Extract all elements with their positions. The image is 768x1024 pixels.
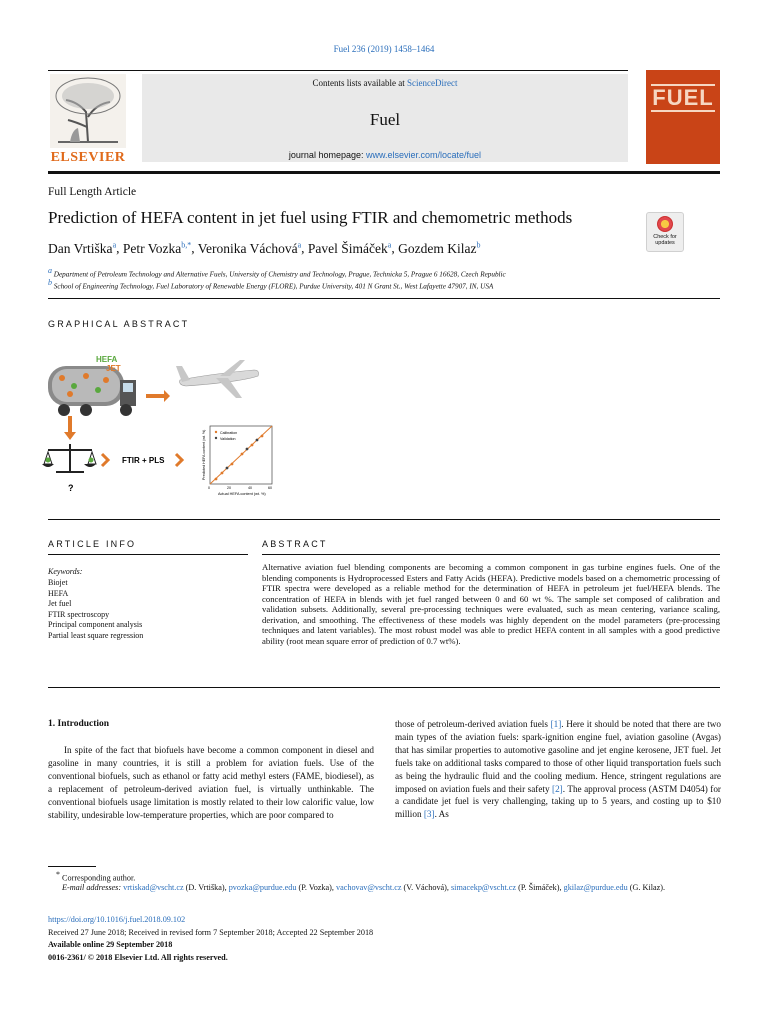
section-rule bbox=[48, 554, 248, 555]
x-tick-label: 0 bbox=[208, 486, 210, 490]
citation-link[interactable]: [2] bbox=[552, 783, 563, 794]
author[interactable]: Pavel Šimáček$^a$ bbox=[307, 240, 392, 256]
email-label: E-mail addresses: bbox=[62, 883, 122, 892]
author[interactable]: Dan Vrtiška$^a$ bbox=[48, 240, 117, 256]
journal-banner bbox=[142, 74, 628, 162]
doi-link[interactable]: https://doi.org/10.1016/j.fuel.2018.09.102 bbox=[48, 915, 186, 924]
airplane-icon bbox=[176, 360, 259, 398]
author-list: Dan Vrtiška$^a$, Petr Vozka$^{b,*}$, Veronika Váchová$^a$, Pavel Šimáček$^a$, Gozdem Kilaz$^b$ bbox=[48, 240, 481, 256]
email-link[interactable]: simacekp@vscht.cz bbox=[451, 883, 517, 892]
section-rule bbox=[262, 554, 720, 555]
keyword[interactable]: Jet fuel bbox=[48, 599, 72, 609]
abstract-text: Alternative aviation fuel blending components are becoming a common component in gas turbine engines fuels. One of the blending components is Hydroprocessed Esters and Fatty Acids (HEFA). Predictive models based on a chemometric processing of FTIR spectra were developed as a reliable method for the determination of HEFA in petroleum jet fuel/HEFA blends. The concentration of HEFA in blends with jet fuel ranged between 0 and 60 wt %. The sample set composed of calibration and validation subsets. Additionally, several pre-processing techniques were evaluated, such as mean centering, variance scaling, derivation, and smoothing. The effectiveness of these models was highly dependent on the model parameters (pre-processing techniques and latent variables). The most robust model was able to predict HEFA content in all samples with a good predictive ability (root mean square error of prediction of 0.7 wt%). bbox=[262, 562, 720, 646]
citation-link[interactable]: [1] bbox=[550, 719, 562, 729]
homepage-prefix: journal homepage: bbox=[288, 150, 364, 160]
copyright: 0016-2361/ © 2018 Elsevier Ltd. All rights reserved. bbox=[48, 953, 228, 962]
footnote-rule bbox=[48, 866, 96, 867]
affiliation: $^a$ Department of Petroleum Technology and Alternative Fuels, University of Chemistry and Technology, Prague, Technicka 5, Prague 6 16628, Czech Republic bbox=[48, 266, 506, 279]
journal-reference[interactable]: Fuel 236 (2019) 1458–1464 bbox=[333, 44, 435, 54]
jet-label: JET bbox=[106, 364, 121, 373]
keywords-label: Keywords: bbox=[48, 567, 83, 576]
check-updates-label: Check for updates bbox=[653, 234, 677, 246]
keyword[interactable]: HEFA bbox=[48, 588, 69, 598]
abstract-heading: ABSTRACT bbox=[262, 539, 328, 549]
hefa-label: HEFA bbox=[96, 355, 118, 364]
section-rule bbox=[48, 298, 720, 299]
email-link[interactable]: vrtiskad@vscht.cz bbox=[123, 883, 184, 892]
received-dates: Received 27 June 2018; Received in revised form 7 September 2018; Accepted 22 September 2018 bbox=[48, 928, 374, 937]
question-mark: ? bbox=[68, 483, 74, 493]
legend-calibration: Calibration bbox=[220, 431, 238, 435]
email-addresses: E-mail addresses: vrtiskad@vscht.cz (D. Vrtiška), pvozka@purdue.edu (P. Vozka), vachovav@vscht.cz (V. Váchová), simacekp@vscht.cz (P. Šimáček), gkilaz@purdue.edu (G. Kilaz). bbox=[62, 883, 666, 892]
journal-cover[interactable] bbox=[646, 70, 720, 164]
sciencedirect-link[interactable]: ScienceDirect bbox=[407, 78, 458, 88]
x-tick-label: 20 bbox=[227, 486, 231, 490]
header-rule bbox=[48, 70, 628, 71]
arrow-down-icon bbox=[64, 416, 76, 440]
elsevier-tree-icon bbox=[48, 72, 128, 150]
tanker-truck-icon bbox=[48, 366, 136, 416]
author[interactable]: Veronika Váchová$^a$ bbox=[197, 240, 302, 256]
chevron-right-icon bbox=[102, 454, 108, 466]
keyword[interactable]: FTIR spectroscopy bbox=[48, 609, 110, 619]
article-info-heading: ARTICLE INFO bbox=[48, 539, 137, 549]
homepage-link[interactable]: www.elsevier.com/locate/fuel bbox=[366, 150, 482, 160]
check-updates-icon bbox=[657, 216, 673, 232]
elsevier-logo bbox=[48, 72, 128, 166]
author[interactable]: Petr Vozka$^{b,*}$ bbox=[122, 240, 192, 256]
graphical-abstract-heading: GRAPHICAL ABSTRACT bbox=[48, 319, 190, 329]
arrow-right-icon bbox=[146, 390, 170, 402]
author[interactable]: Gozdem Kilaz$^b$ bbox=[398, 240, 481, 256]
plot-x-axis-label: Actual HEFA content (wt. %) bbox=[218, 492, 266, 496]
available-online: Available online 29 September 2018 bbox=[48, 940, 173, 949]
keyword-list bbox=[48, 578, 143, 642]
header-thick-rule bbox=[48, 171, 720, 174]
homepage-line bbox=[142, 150, 628, 160]
keyword[interactable]: Partial least square regression bbox=[48, 630, 144, 640]
section-rule bbox=[48, 687, 720, 688]
citation-link[interactable]: [3] bbox=[423, 809, 435, 820]
keyword[interactable]: Biojet bbox=[48, 578, 68, 587]
email-link[interactable]: gkilaz@purdue.edu bbox=[563, 883, 628, 892]
article-type: Full Length Article bbox=[48, 186, 137, 198]
affiliation: $^b$ School of Engineering Technology, Fuel Laboratory of Renewable Energy (FLORE), Purdue University, 401 N Grant St., West Lafayette 47907, IN, USA bbox=[48, 278, 494, 291]
elsevier-wordmark: ELSEVIER bbox=[50, 150, 126, 165]
introduction-heading: 1. Introduction bbox=[48, 719, 110, 729]
check-for-updates-button[interactable] bbox=[646, 212, 684, 252]
x-tick-label: 60 bbox=[268, 486, 272, 490]
email-link[interactable]: vachovav@vscht.cz bbox=[335, 883, 402, 892]
journal-name: Fuel bbox=[369, 110, 401, 129]
balance-scale-icon bbox=[42, 444, 96, 472]
corresponding-author-note: * Corresponding author. bbox=[56, 870, 136, 883]
contents-line bbox=[142, 78, 628, 88]
article-title: Prediction of HEFA content in jet fuel using FTIR and chemometric methods bbox=[48, 208, 573, 227]
parity-plot bbox=[202, 426, 272, 496]
cover-title: FUEL bbox=[652, 85, 714, 110]
keyword[interactable]: Principal component analysis bbox=[48, 620, 143, 630]
section-rule bbox=[48, 519, 720, 520]
contents-prefix: Contents lists available at bbox=[312, 78, 405, 88]
chevron-right-icon bbox=[176, 454, 182, 466]
introduction-column-1: In spite of the fact that biofuels have become a common component in diesel and gasoline in many countries, it is still a problem for aviation fuels. Use of the conventional biofuels, such as ethanol or fatty acid methyl esters (FAME, biodiesel), as a replacement of petroleum-derived aviation fuel, is virtually unthinkable. The conventional biofuels usage limitation is mostly related to their low calorific value, low stability, undesirable low-temperature properties, which are poor compared to bbox=[48, 745, 374, 820]
ftir-pls-label: FTIR + PLS bbox=[122, 456, 165, 465]
plot-y-axis-label: Predicted HEFA content (wt. %) bbox=[202, 429, 206, 480]
legend-validation: Validation bbox=[220, 437, 236, 441]
email-link[interactable]: pvozka@purdue.edu bbox=[228, 883, 297, 892]
graphical-abstract-figure bbox=[40, 340, 290, 500]
introduction-column-2: those of petroleum-derived aviation fuels [1]. Here it should be noted that there are two main types of the aviation fuels: spark-ignition engine fuel, aviation gasoline (Avgas) that has similar properties to automotive gasoline and jet engine kerosene, JET fuel. Jet fuels take on additional tasks compared to those of other liquid transportation fuels such as being the hydraulic fluid and the cooling medium. Hence, stringent regulations are imposed on aviation fuels and their safety [2]. The approval process (ASTM D4054) for a candidate jet fuel is very challenging, taking up to 5 years, and costing up to $10 million [3]. As bbox=[395, 719, 722, 820]
x-tick-label: 40 bbox=[248, 486, 252, 490]
